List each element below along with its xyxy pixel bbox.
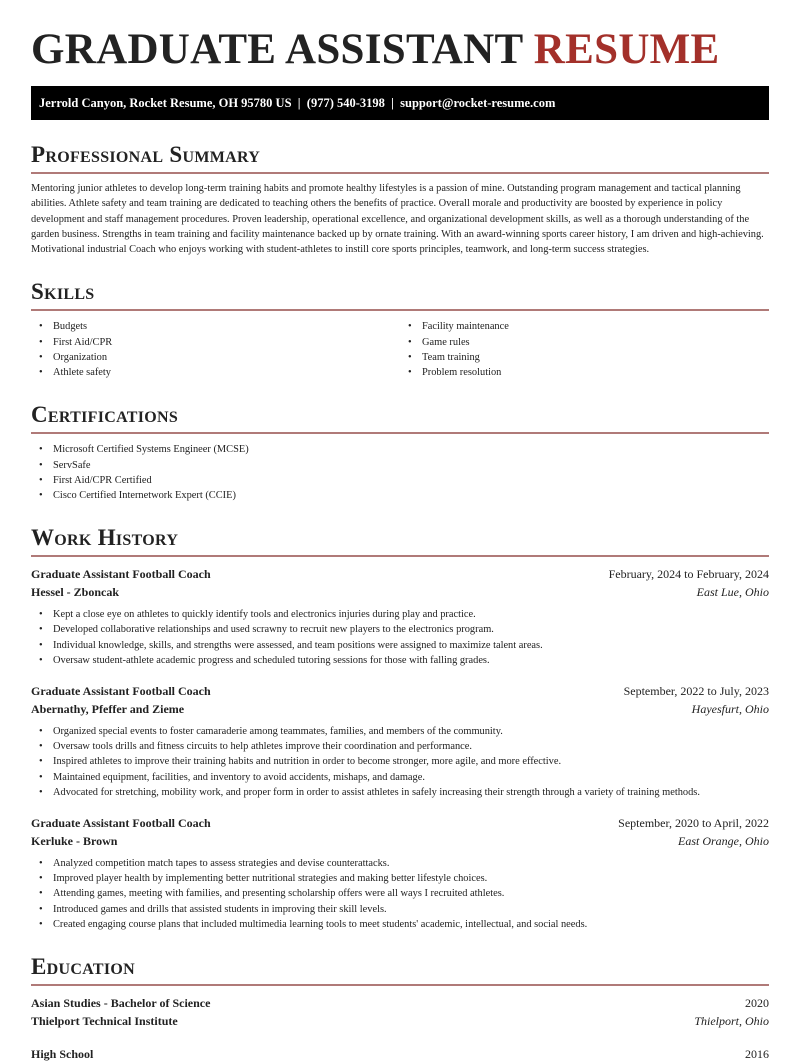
certification-item: • ServSafe [31,458,769,473]
job-location: East Lue, Ohio [696,585,769,600]
education-entry [31,1045,769,1063]
skill-item: • Organization [31,350,400,365]
degree: High School [31,1046,94,1061]
job-bullet: • Analyzed competition match tapes to assess strategies and devise counterattacks. [31,856,769,871]
job-bullet: • Introduced games and drills that assisted students in improving their skill levels. [31,902,769,917]
certifications-heading: Certifications [31,402,769,434]
job-entry [31,682,769,800]
job-bullet: • Created engaging course plans that included multimedia learning tools to meet students' academic, intellectual, and social needs. [31,917,769,932]
job-title: Graduate Assistant Football Coach [31,815,211,830]
job-dates: February, 2024 to February, 2024 [608,567,769,582]
title-main: GRADUATE ASSISTANT [31,26,523,73]
skill-item: • Game rules [400,335,769,350]
job-bullet: • Improved player health by implementing better nutritional strategies and making better lifestyle choices. [31,871,769,886]
skill-item: • Facility maintenance [400,319,769,334]
year: 2016 [745,1046,769,1061]
job-bullets [31,607,769,668]
skill-item: • Athlete safety [31,365,400,380]
degree: Asian Studies - Bachelor of Science [31,995,211,1010]
skills-right [400,319,769,380]
resume-title [31,0,769,72]
certifications-list [31,442,769,503]
company: Kerluke - Brown [31,833,118,848]
company: Hessel - Zboncak [31,585,120,600]
skill-item: • Budgets [31,319,400,334]
job-title: Graduate Assistant Football Coach [31,567,211,582]
school: Thielport Technical Institute [31,1013,178,1028]
job-title: Graduate Assistant Football Coach [31,683,211,698]
job-bullet: • Maintained equipment, facilities, and inventory to avoid accidents, mishaps, and damage. [31,770,769,785]
job-bullets [31,724,769,800]
job-bullet: • Oversaw student-athlete academic progress and scheduled tutoring sessions for those with falling grades. [31,653,769,668]
company: Abernathy, Pfeffer and Zieme [31,701,185,716]
job-bullet: • Advocated for stretching, mobility work, and proper form in order to assist athletes in safely increasing their strength through a variety of training methods. [31,785,769,800]
job-entry [31,565,769,668]
job-bullet: • Individual knowledge, skills, and strengths were assessed, and team positions were assigned to maximize talent areas. [31,638,769,653]
job-bullet: • Developed collaborative relationships and used scrawny to recruit new players to the electronics program. [31,622,769,637]
skill-item: • Problem resolution [400,365,769,380]
skill-item: • First Aid/CPR [31,335,400,350]
certification-item: • First Aid/CPR Certified [31,473,769,488]
education-entry [31,994,769,1030]
certification-item: • Microsoft Certified Systems Engineer (MCSE) [31,442,769,457]
work-heading: Work History [31,525,769,557]
job-bullet: • Organized special events to foster camaraderie among teammates, families, and members of the community. [31,724,769,739]
certification-item: • Cisco Certified Internetwork Expert (CCIE) [31,488,769,503]
contact-bar: Jerrold Canyon, Rocket Resume, OH 95780 US | (977) 540-3198 | support@rocket-resume.com [31,86,769,120]
year: 2020 [745,995,769,1010]
location: Thielport, Ohio [694,1013,769,1028]
work-list [31,565,769,932]
skill-item: • Team training [400,350,769,365]
education-heading: Education [31,954,769,986]
job-location: East Orange, Ohio [678,833,769,848]
job-dates: September, 2020 to April, 2022 [618,815,769,830]
skills-left [31,319,400,380]
job-bullet: • Attending games, meeting with families, and presenting scholarship offers were all ways I recruited athletes. [31,886,769,901]
job-entry [31,814,769,932]
job-bullet: • Inspired athletes to improve their training habits and nutrition in order to become stronger, more agile, and more effective. [31,754,769,769]
skills-heading: Skills [31,279,769,311]
job-dates: September, 2022 to July, 2023 [623,683,769,698]
summary-heading: Professional Summary [31,142,769,174]
job-location: Hayesfurt, Ohio [691,701,769,716]
title-accent: RESUME [533,26,720,73]
job-bullets [31,856,769,932]
job-bullet: • Kept a close eye on athletes to quickly identify tools and electronics injuries during play and practice. [31,607,769,622]
job-bullet: • Oversaw tools drills and fitness circuits to help athletes improve their coordination and performance. [31,739,769,754]
skills-list [31,311,769,380]
summary-text: Mentoring junior athletes to develop long-term training habits and promote healthy lifestyles is a passion of mine. Outstanding program management and tactical planning abilities. Athlete safety and team training are dedicated to teaching others the benefits of practice. Overall morale and productivity are boosted by experience in policy development and staff management procedures. Proven leadership, operational excellence, and organizational development skills, as well as a thorough understanding of the garden business. Strengths in team training and facility maintenance backed up by ornate training. With an award-winning sports career history, I am driven and high-achieving. Motivational industrial Coach who enjoys working with student-athletes to instill core sports principles, teamwork, and long-term success strategies. [31,183,764,256]
